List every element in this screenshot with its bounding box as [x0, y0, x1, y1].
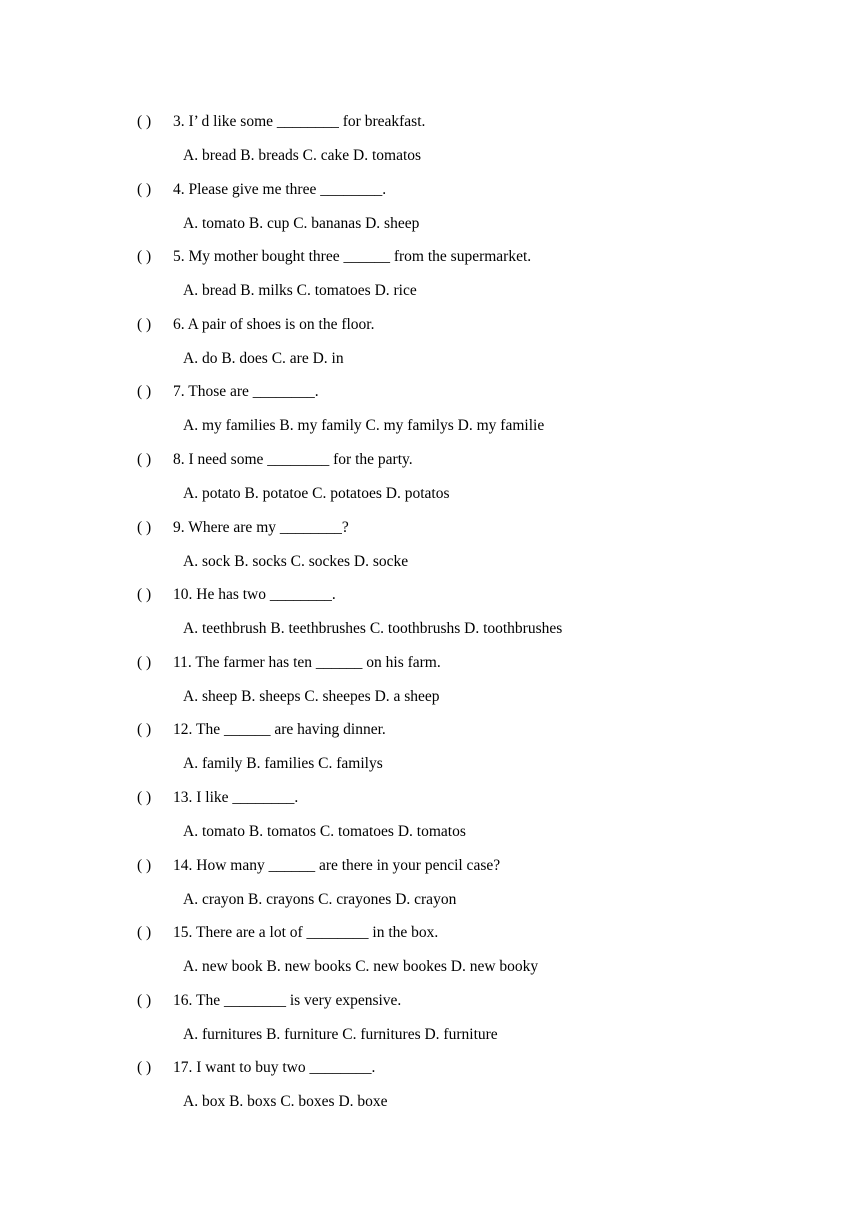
question-stem	[137, 855, 500, 877]
question-17	[0, 1057, 860, 1125]
answer-blank-parentheses[interactable]: ( )	[137, 248, 152, 265]
question-text: 14. How many ______ are there in your pencil case?	[173, 857, 501, 874]
answer-options: A. furnitures B. furniture C. furnitures D. furniture	[183, 1026, 498, 1043]
answer-blank-parentheses[interactable]: ( )	[137, 316, 152, 333]
question-stem	[137, 179, 386, 201]
question-text: 16. The ________ is very expensive.	[173, 992, 402, 1009]
answer-options: A. sheep B. sheeps C. sheepes D. a sheep	[183, 688, 440, 705]
question-text: 3. I’ d like some ________ for breakfast.	[173, 113, 426, 130]
question-stem	[137, 314, 375, 336]
answer-blank-parentheses[interactable]: ( )	[137, 654, 152, 671]
question-text: 7. Those are ________.	[173, 383, 319, 400]
answer-options: A. tomato B. tomatos C. tomatoes D. tomatos	[183, 823, 466, 840]
question-16	[0, 990, 860, 1058]
question-10	[0, 584, 860, 652]
question-text: 4. Please give me three ________.	[173, 181, 387, 198]
question-stem	[137, 517, 349, 539]
answer-blank-parentheses[interactable]: ( )	[137, 789, 152, 806]
answer-options: A. family B. families C. familys	[183, 755, 383, 772]
answer-blank-parentheses[interactable]: ( )	[137, 519, 152, 536]
question-stem	[137, 1057, 375, 1079]
answer-options: A. box B. boxs C. boxes D. boxe	[183, 1093, 388, 1110]
question-stem	[137, 449, 413, 471]
question-stem	[137, 111, 425, 133]
question-text: 5. My mother bought three ______ from the supermarket.	[173, 248, 532, 265]
answer-blank-parentheses[interactable]: ( )	[137, 113, 152, 130]
question-stem	[137, 719, 386, 741]
question-text: 17. I want to buy two ________.	[173, 1059, 376, 1076]
answer-blank-parentheses[interactable]: ( )	[137, 451, 152, 468]
question-8	[0, 449, 860, 517]
answer-options: A. new book B. new books C. new bookes D. new booky	[183, 958, 539, 975]
question-text: 11. The farmer has ten ______ on his farm.	[173, 654, 441, 671]
question-9	[0, 517, 860, 585]
question-stem	[137, 922, 438, 944]
question-14	[0, 855, 860, 923]
answer-options: A. potato B. potatoe C. potatoes D. potatos	[183, 485, 450, 502]
question-text: 15. There are a lot of ________ in the box.	[173, 924, 439, 941]
question-text: 12. The ______ are having dinner.	[173, 721, 386, 738]
question-text: 10. He has two ________.	[173, 586, 336, 603]
answer-blank-parentheses[interactable]: ( )	[137, 992, 152, 1009]
question-15	[0, 922, 860, 990]
question-stem	[137, 787, 298, 809]
answer-options: A. do B. does C. are D. in	[183, 350, 344, 367]
answer-options: A. my families B. my family C. my familys D. my familie	[183, 417, 545, 434]
answer-options: A. bread B. milks C. tomatoes D. rice	[183, 282, 417, 299]
question-5	[0, 246, 860, 314]
question-6	[0, 314, 860, 382]
question-4	[0, 179, 860, 247]
answer-blank-parentheses[interactable]: ( )	[137, 857, 152, 874]
answer-blank-parentheses[interactable]: ( )	[137, 383, 152, 400]
answer-blank-parentheses[interactable]: ( )	[137, 1059, 152, 1076]
question-13	[0, 787, 860, 855]
question-3	[0, 111, 860, 179]
answer-blank-parentheses[interactable]: ( )	[137, 924, 152, 941]
question-12	[0, 719, 860, 787]
question-11	[0, 652, 860, 720]
question-text: 6. A pair of shoes is on the floor.	[173, 316, 375, 333]
question-stem	[137, 652, 441, 674]
answer-options: A. tomato B. cup C. bananas D. sheep	[183, 215, 420, 232]
answer-blank-parentheses[interactable]: ( )	[137, 181, 152, 198]
question-text: 9. Where are my ________?	[173, 519, 349, 536]
answer-blank-parentheses[interactable]: ( )	[137, 586, 152, 603]
question-stem	[137, 381, 319, 403]
answer-options: A. teethbrush B. teethbrushes C. toothbrushs D. toothbrushes	[183, 620, 563, 637]
answer-options: A. crayon B. crayons C. crayones D. crayon	[183, 891, 457, 908]
question-text: 8. I need some ________ for the party.	[173, 451, 413, 468]
answer-options: A. sock B. socks C. sockes D. socke	[183, 553, 409, 570]
question-7	[0, 381, 860, 449]
question-text: 13. I like ________.	[173, 789, 299, 806]
question-stem	[137, 584, 336, 606]
question-stem	[137, 990, 401, 1012]
question-stem	[137, 246, 531, 268]
answer-options: A. bread B. breads C. cake D. tomatos	[183, 147, 422, 164]
answer-blank-parentheses[interactable]: ( )	[137, 721, 152, 738]
